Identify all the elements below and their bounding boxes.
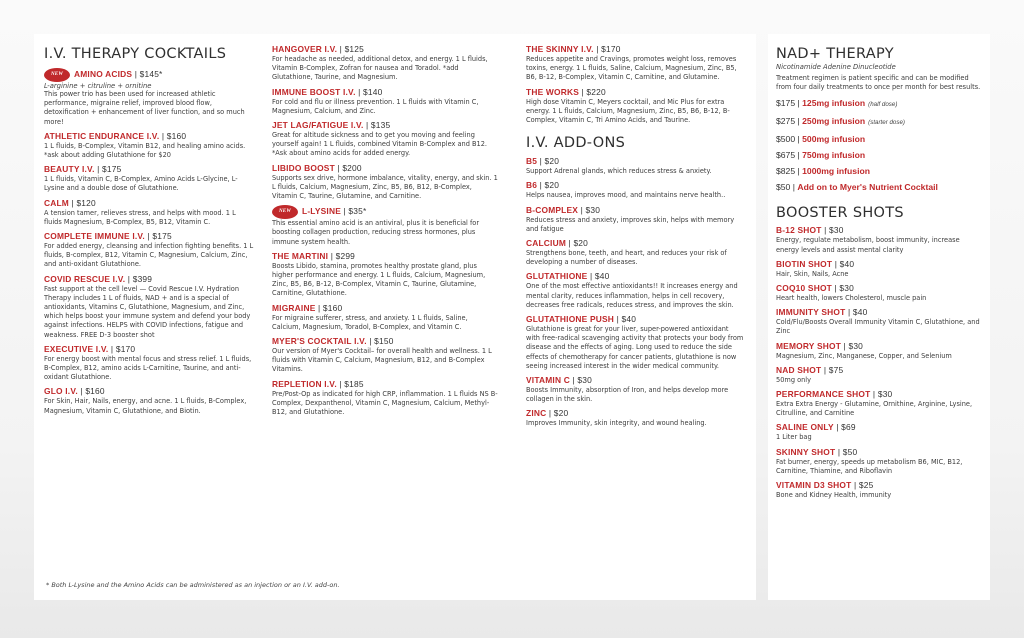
item-description: Supports sex drive, hormone imbalance, vitality, energy, and skin. 1 L fluids, Calcium, Magnesium, Zinc, B5, B6, B12, B-Complex, Vitamin C, Taurine, Glutamine, and Carnitine. (272, 173, 498, 201)
item-description: Energy, regulate metabolism, boost immunity, increase energy levels and assist mental clarity (776, 236, 960, 254)
item-title (526, 180, 744, 191)
item-description: Support Adrenal glands, which reduces stress & anxiety. (526, 167, 712, 176)
item-price: $30 (839, 283, 854, 294)
separator: | (363, 120, 371, 131)
nad-price: $275 (776, 116, 796, 127)
item-title (44, 68, 254, 82)
item-name: MIGRAINE (272, 302, 316, 313)
item-description: Hair, Skin, Nails, Acne (776, 269, 849, 278)
separator: | (578, 86, 587, 97)
menu-item (44, 68, 254, 127)
menu-item (44, 198, 254, 227)
item-title (272, 120, 498, 131)
item-title (526, 44, 744, 55)
item-price: $40 (594, 271, 610, 282)
menu-item (526, 156, 744, 176)
item-description: Magnesium, Zinc, Manganese, Copper, and Selenium (776, 351, 952, 360)
item-name: PERFORMANCE SHOT (776, 389, 871, 400)
separator: | (537, 156, 545, 167)
separator: | (328, 250, 336, 261)
item-name: SALINE ONLY (776, 422, 834, 433)
menu-item (272, 87, 498, 116)
item-description: Fat burner, energy, speeds up metabolism B6, MIC, B12, Carnitine, Thiamine, and Riboflavin (776, 457, 963, 475)
separator: | (795, 98, 803, 109)
menu-item (526, 408, 744, 428)
menu-item (776, 283, 984, 303)
separator: | (870, 389, 878, 400)
menu-item (776, 422, 984, 442)
separator: | (132, 69, 140, 80)
iv-menu-panel (34, 34, 756, 600)
item-price: $30 (877, 389, 893, 400)
item-title (272, 251, 498, 262)
item-title (44, 231, 254, 242)
separator: | (77, 386, 86, 397)
item-title (44, 131, 254, 142)
separator: | (69, 197, 77, 208)
item-name: B6 (526, 180, 538, 191)
item-title (776, 341, 984, 352)
item-price: $30 (577, 375, 592, 386)
nad-price-row (776, 179, 984, 195)
item-description: For added energy, cleansing and infection fighting benefits. 1 L fluids, B-complex, B12, Vitamin C, Magnesium, Calcium, Zinc, and anti-oxidant Glutathione. (44, 242, 254, 269)
item-price: $20 (553, 408, 569, 419)
separator: | (108, 343, 116, 354)
item-description: Reduces stress and anxiety, improves skin, helps with memory and fatigue (526, 215, 735, 233)
menu-item (526, 44, 744, 83)
item-title (272, 87, 498, 98)
item-name: ATHLETIC ENDURANCE I.V. (44, 130, 160, 141)
item-price: $69 (841, 422, 856, 433)
item-description: For energy boost with mental focus and stress relief. 1 L fluids, B-Complex, B12, amino acids L-Carnitine, Taurine, and anti-oxidant Glutathione. (44, 354, 252, 382)
column-iv-cocktails-3 (526, 44, 744, 433)
item-name: BIOTIN SHOT (776, 258, 833, 269)
item-name: COQ10 SHOT (776, 283, 832, 294)
menu-item (44, 231, 254, 270)
item-name: EXECUTIVE I.V. (44, 343, 109, 354)
item-price: $140 (363, 86, 383, 97)
item-description: Fast support at the cell level — Covid Rescue I.V. Hydration Therapy includes 1 L of fluids, NAD + and is a special of antioxidants, Vitamins C, Glutathione, Magnesium, and Zinc, which helps boost your immune system and defend your body against infections. HELPS with COVID infections, fatigue and weakness. FREE D-3 booster shot (44, 284, 251, 339)
item-description: Reduces appetite and Cravings, promotes weight loss, removes toxins, energy. 1 L fluids, Saline, Calcium, Magnesium, Zinc, B5, B6, B-12, B-Complex, Vitamin C, Carnitine, and Glutamine. (526, 55, 737, 82)
item-title (44, 274, 254, 285)
menu-item (526, 238, 744, 267)
item-description: For Skin, Hair, Nails, energy, and acne. 1 L fluids, B-Complex, Magnesium, Vitamin C, Glutathione, and Biotin. (44, 397, 247, 415)
item-price: $185 (344, 378, 364, 389)
item-price: $30 (585, 204, 601, 215)
separator: | (566, 238, 574, 249)
separator: | (833, 422, 842, 433)
item-price: $135 (370, 120, 391, 131)
iv-addons-heading: I.V. ADD-ONS (526, 135, 626, 152)
nad-price-row (776, 95, 984, 113)
nad-price-row (776, 113, 984, 131)
item-price: $160 (166, 130, 187, 141)
separator: | (546, 408, 554, 419)
item-title (776, 447, 984, 458)
item-price: $20 (573, 238, 589, 249)
item-name: GLUTATHIONE (526, 271, 588, 282)
item-price: $40 (852, 307, 868, 318)
separator: | (795, 150, 803, 161)
nad-label: 125mg infusion (802, 98, 866, 109)
menu-item (272, 379, 498, 418)
item-name: COMPLETE IMMUNE I.V. (44, 231, 145, 242)
item-subtitle: L-arginine + citruline + ornitine (44, 82, 152, 90)
nad-booster-panel (768, 34, 990, 600)
nad-price: $50 (776, 182, 791, 193)
item-price: $160 (85, 386, 105, 397)
separator: | (94, 164, 103, 175)
nad-price: $175 (776, 98, 796, 109)
menu-item (776, 259, 984, 279)
item-price: $120 (76, 197, 96, 208)
menu-item (776, 341, 984, 361)
item-name: VITAMIN D3 SHOT (776, 480, 852, 491)
separator: | (835, 446, 843, 457)
nad-label: 250mg infusion (802, 116, 866, 127)
item-price: $160 (322, 302, 343, 313)
item-name: CALM (44, 197, 69, 208)
item-title (44, 164, 254, 175)
item-description: Extra Extra Energy - Glutamine, Ornithine, Arginine, Lysine, Citrulline, and Carnitine (776, 400, 973, 418)
menu-item (776, 365, 984, 385)
item-name: B-COMPLEX (526, 204, 579, 215)
item-title (526, 205, 744, 216)
item-description: Boosts Immunity, absorption of Iron, and helps develop more collagen in the skin. (526, 386, 729, 404)
separator: | (336, 378, 345, 389)
item-price: $175 (152, 231, 172, 242)
menu-item (272, 336, 498, 375)
item-name: MEMORY SHOT (776, 340, 842, 351)
item-price: $399 (132, 273, 153, 284)
separator: | (340, 206, 349, 217)
item-title (44, 344, 254, 355)
footnote: * Both L-Lysine and the Amino Acids can be administered as an injection or an I.V. add-on. (46, 581, 340, 589)
item-title (272, 303, 498, 314)
nad-price: $675 (776, 150, 796, 161)
item-name: SKINNY SHOT (776, 446, 836, 457)
item-price: $175 (102, 164, 122, 175)
menu-item (44, 274, 254, 340)
menu-item (272, 303, 498, 332)
item-title (526, 87, 744, 98)
item-name: GLO I.V. (44, 386, 78, 397)
menu-item (272, 205, 498, 247)
menu-item (526, 375, 744, 404)
separator: | (851, 480, 859, 491)
nad-note: (starter dose) (868, 119, 905, 127)
iv-cocktails-heading: I.V. THERAPY COCKTAILS (44, 46, 227, 62)
item-description: 1 Liter bag (776, 433, 812, 442)
separator: | (587, 271, 595, 282)
item-title (272, 44, 498, 55)
item-description: This essential amino acid is an antiviral, plus it is beneficial for boosting collagen production, reducing stress hormones, plus immune system health. (272, 219, 480, 246)
item-name: B-12 SHOT (776, 225, 822, 236)
separator: | (159, 130, 167, 141)
item-price: $50 (842, 446, 858, 457)
menu-item (776, 389, 984, 418)
item-name: HANGOVER I.V. (272, 44, 338, 54)
nad-price-row (776, 147, 984, 163)
item-name: IMMUNITY SHOT (776, 307, 846, 318)
separator: | (355, 86, 364, 97)
item-title (776, 283, 984, 294)
item-description: For cold and flu or illness prevention. 1 L fluids with Vitamin C, Magnesium, Calcium, and Zinc. (272, 97, 479, 115)
item-price: $75 (828, 364, 844, 375)
item-name: REPLETION I.V. (272, 378, 337, 389)
item-title (776, 259, 984, 270)
menu-item (776, 480, 984, 500)
column-iv-cocktails-2 (272, 44, 498, 421)
item-description: Strengthens bone, teeth, and heart, and reduces your risk of developing a number of diseases. (526, 249, 727, 267)
item-title (526, 314, 744, 325)
item-description: Glutathione is great for your liver, super-powered antioxidant with free-radical scavenging activity that protects your body from disease and the effects of aging. Long used to reduce the side effects of chemotherapy for cancer patients, glutathione is now seeing increased interest in the wider medical community. (526, 325, 744, 370)
nad-description: Treatment regimen is patient specific and can be modified from four daily treatments to once per month for best results. (776, 74, 981, 92)
menu-item (776, 307, 984, 336)
item-price: $25 (858, 480, 874, 491)
item-description: Improves Immunity, skin integrity, and wound healing. (526, 419, 707, 428)
nad-price-row (776, 163, 984, 179)
item-description: High dose Vitamin C, Meyers cocktail, and Mic Plus for extra energy. 1 L fluids, Calcium, Magnesium, Zinc, B5, B6, B-12, B-Complex, Vitamin C, Tri Amino Acids, and Taurine. (526, 97, 730, 125)
new-badge: NEW (272, 205, 298, 219)
item-title (526, 271, 744, 282)
item-price: $20 (544, 156, 560, 167)
separator: | (831, 283, 840, 294)
nad-label: 500mg infusion (802, 134, 866, 145)
item-description: For migraine sufferer, stress, and anxiety. 1 L fluids, Saline, Calcium, Magnesium, Toradol, B-Complex, and Vitamin C. (272, 313, 468, 331)
menu-item (526, 180, 744, 200)
item-description: Bone and Kidney Health, immunity (776, 491, 892, 500)
item-title (272, 336, 498, 347)
separator: | (832, 258, 840, 269)
item-price: $40 (839, 258, 855, 269)
menu-item (44, 386, 254, 415)
item-name: MYER'S COCKTAIL I.V. (272, 336, 367, 347)
item-description: For headache as needed, additional detox, and energy. 1 L fluids, Vitamin B-Complex, Zofran for nausea and Toradol. *add Glutathione, Taurine, and Magnesium. (272, 55, 488, 82)
item-title (526, 238, 744, 249)
separator: | (790, 182, 798, 193)
item-name: B5 (526, 156, 538, 167)
item-price: $30 (828, 225, 844, 236)
nad-note: (half dose) (868, 101, 898, 109)
nad-price: $825 (776, 166, 796, 177)
item-price: $220 (586, 86, 606, 97)
separator: | (795, 166, 803, 177)
separator: | (334, 162, 343, 173)
nad-label: Add on to Myer's Nutrient Cocktail (797, 182, 938, 193)
menu-item (272, 120, 498, 159)
item-price: $125 (344, 44, 364, 54)
menu-item (44, 131, 254, 160)
separator: | (125, 273, 133, 284)
nad-label: 750mg infusion (802, 150, 866, 161)
menu-item (526, 271, 744, 310)
separator: | (315, 302, 323, 313)
item-description: 1 L fluids, B-Complex, Vitamin B12, and healing amino acids. *ask about adding Glutathione for $20 (44, 141, 246, 160)
nad-subtitle: Nicotinamide Adenine Dinucleotide (776, 63, 896, 71)
item-name: IMMUNE BOOST I.V. (272, 86, 356, 97)
item-description: Helps nausea, improves mood, and maintains nerve health.. (526, 191, 726, 200)
item-name: ZINC (526, 408, 547, 419)
separator: | (569, 375, 578, 386)
item-title (272, 205, 498, 219)
item-price: $150 (374, 336, 394, 347)
item-price: $145* (139, 69, 163, 80)
item-name: BEAUTY I.V. (44, 164, 95, 175)
menu-item (272, 163, 498, 202)
item-title (526, 156, 744, 167)
item-name: AMINO ACIDS (74, 69, 133, 80)
item-description: 1 L fluids, Vitamin C, B-Complex, Amino Acids L-Glycine, L-Lysine and a double dose of Glutathione. (44, 175, 238, 193)
item-name: CALCIUM (526, 238, 567, 249)
separator: | (366, 336, 375, 347)
item-price: $35* (348, 206, 367, 217)
separator: | (821, 225, 829, 236)
menu-item (44, 164, 254, 193)
item-title (272, 379, 498, 390)
item-price: $170 (115, 343, 136, 354)
item-description: Boosts Libido, stamina, promotes healthy prostate gland, plus higher performance and energy. 1 L fluids, Calcium, Magnesium, Zinc, B5, B6, B-12, B-Complex, Vitamin C, Taurine, Glutamine, Carnitine, Glutathione. (272, 261, 486, 298)
item-description: Cold/Flu/Boosts Overall Immunity Vitamin C, Glutathione, and Zinc (776, 318, 980, 336)
item-description: A tension tamer, relieves stress, and helps with mood. 1 L fluids Magnesium, B-Complex, B5, B12, Vitamin C. (44, 208, 236, 226)
separator: | (337, 44, 345, 54)
item-description: Pre/Post-Op as indicated for high CRP, inflammation. 1 L fluids NS B-Complex, Dexpanthenol, Vitamin C, Magnesium, Calcium, Methyl-B12, and Glutathione. (272, 389, 498, 417)
nad-heading: NAD+ THERAPY (776, 46, 894, 62)
item-description: One of the most effective antioxidants!! It increases energy and mental clarity, reduces inflammation, helps in cell recovery, decreases free radicals, reduces stress, and improves the skin. (526, 282, 738, 309)
nad-price: $500 (776, 134, 796, 145)
separator: | (578, 204, 586, 215)
item-price: $40 (621, 314, 637, 325)
item-description: This power trio has been used for increased athletic performance, migraine relief, improved blood flow, detoxification + enhancement of liver function, and so much more! (44, 90, 245, 126)
item-name: NAD SHOT (776, 364, 822, 375)
item-title (44, 198, 254, 209)
item-title (44, 386, 254, 397)
column-iv-cocktails (44, 46, 254, 420)
item-price: $200 (342, 162, 362, 173)
item-description: 50mg only (776, 375, 812, 384)
separator: | (593, 44, 602, 54)
booster-heading: BOOSTER SHOTS (776, 205, 904, 222)
item-title (776, 307, 984, 318)
item-description: Our version of Myer's Cocktail– for overall health and wellness. 1 L fluids with Vitamin C, Calcium, Magnesium, B12, and B-Complex Vitamins. (272, 347, 492, 374)
menu-item (776, 447, 984, 476)
separator: | (614, 314, 622, 325)
item-name: L-LYSINE (302, 206, 341, 217)
item-price: $30 (848, 340, 864, 351)
item-title (776, 389, 984, 400)
menu-item (526, 314, 744, 371)
item-price: $20 (544, 180, 560, 191)
menu-item (526, 87, 744, 126)
nad-label: 1000mg infusion (802, 166, 870, 177)
item-name: THE MARTINI (272, 250, 329, 261)
item-name: VITAMIN C (526, 375, 570, 386)
item-name: COVID RESCUE I.V. (44, 273, 126, 284)
item-description: Great for altitude sickness and to get you moving and feeling yourself again! 1 L fluids, combined Vitamin B-Complex and B12. *Ask about amino acids for added energy. (272, 131, 488, 158)
separator: | (795, 116, 803, 127)
separator: | (845, 307, 853, 318)
menu-item (272, 251, 498, 299)
menu-item (526, 205, 744, 234)
menu-item (44, 344, 254, 383)
item-title (776, 365, 984, 376)
menu-item (776, 225, 984, 254)
item-title (776, 422, 984, 433)
item-price: $170 (601, 44, 621, 54)
item-title (776, 480, 984, 491)
item-name: GLUTATHIONE PUSH (526, 314, 615, 325)
item-description: Heart health, lowers Cholesterol, muscle pain (776, 294, 927, 303)
separator: | (537, 180, 545, 191)
nad-price-row (776, 131, 984, 147)
separator: | (144, 231, 153, 242)
separator: | (795, 134, 803, 145)
separator: | (841, 340, 849, 351)
item-name: JET LAG/FATIGUE I.V. (272, 120, 364, 131)
item-name: THE WORKS (526, 86, 579, 97)
item-title (776, 225, 984, 236)
item-title (526, 375, 744, 386)
new-badge: NEW (44, 68, 70, 82)
item-price: $299 (335, 250, 356, 261)
item-name: THE SKINNY I.V. (526, 44, 594, 54)
separator: | (821, 364, 829, 375)
menu-item (272, 44, 498, 83)
item-title (526, 408, 744, 419)
item-title (272, 163, 498, 174)
column-nad (776, 46, 984, 504)
item-name: LIBIDO BOOST (272, 162, 335, 173)
